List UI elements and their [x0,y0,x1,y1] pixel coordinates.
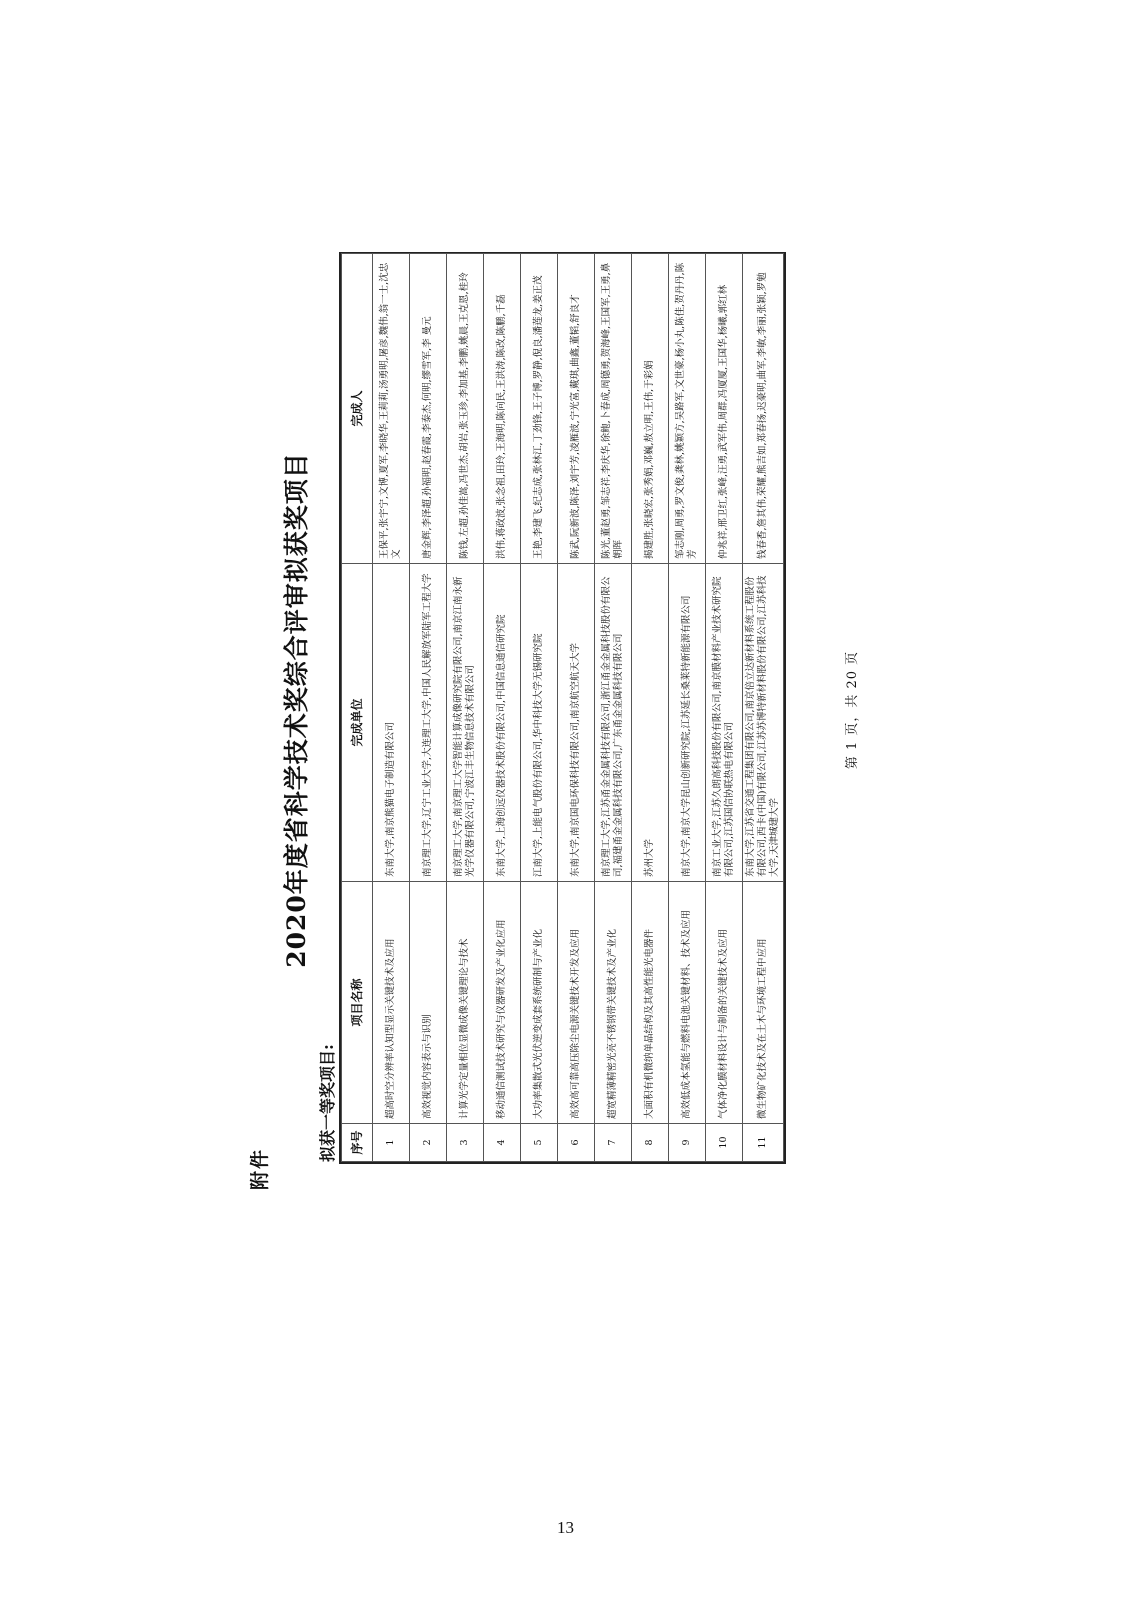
cell-people: 陈钱,左超,孙佳嵩,冯世杰,胡岩,张玉珍,李加基,李鹏,姚晨,王克恩,桂玲 [447,254,484,564]
cell-units: 南京大学,南京大学昆山创新研究院,江苏延长桑莱特新能源有限公司 [669,564,706,882]
cell-no: 2 [410,1124,447,1162]
cell-project-name: 超高时空分辨率认知型显示关键技术及应用 [373,882,410,1124]
cell-project-name: 高效视觉内容表示与识别 [410,882,447,1124]
table-row [669,254,706,1162]
cell-people: 仲兆祥,邢卫红,张峰,汪勇,武军伟,周群,冯厦厦,王国华,杨曦,郭红林 [706,254,743,564]
cell-units: 南京理工大学,南京理工大学智能计算成像研究院有限公司,南京江南永新光学仪器有限公司,宁波江丰生物信息技术有限公司 [447,564,484,882]
table-row [558,254,595,1162]
cell-units: 东南大学,南京熊猫电子制造有限公司 [373,564,410,882]
cell-project-name: 超宽精薄精密光亮不锈钢带关键技术及产业化 [595,882,632,1124]
table-row [484,254,521,1162]
cell-units: 东南大学,上海创远仪器技术股份有限公司,中国信息通信研究院 [484,564,521,882]
table-row [447,254,484,1162]
document-title: 2020年度省科学技术奖综合评审拟获奖项目 [282,452,311,968]
cell-units: 江南大学,上能电气股份有限公司,华中科技大学无锡研究院 [521,564,558,882]
table-row [595,254,632,1162]
table-header-row [342,254,373,1162]
page-number: 13 [557,1518,574,1537]
cell-no: 5 [521,1124,558,1162]
award-table [339,252,786,1164]
cell-people: 揭建胜,张晓宏,张秀娟,邓巍,敖立明,王伟,于彩娟 [632,254,669,564]
cell-people: 陈武,阮新波,陈泽,刘宇芳,凌雁波,宁光富,戴琪,曲鑫,董韬,舒良才 [558,254,595,564]
cell-project-name: 高效高可靠高压除尘电源关键技术开发及应用 [558,882,595,1124]
cell-units: 南京理工大学,江苏甬金金属科技有限公司,浙江甬金金属科技股份有限公司,福建甬金金属科技有限公司,广东甬金金属科技有限公司 [595,564,632,882]
header-people: 完成人 [342,254,373,564]
cell-no: 1 [373,1124,410,1162]
cell-project-name: 微生物矿化技术及在土木与环境工程中应用 [743,882,784,1124]
cell-no: 6 [558,1124,595,1162]
attachment-label: 附件 [249,1147,271,1190]
cell-no: 4 [484,1124,521,1162]
cell-project-name: 移动通信测试技术研究与仪器研发及产业化应用 [484,882,521,1124]
page-counter: 第 1 页，共 20 页 [845,650,860,770]
cell-people: 钱春香,詹其伟,荣耀,熊吉如,郑春扬,迟豪明,曲军,李敏,李丽,张颖,罗勉 [743,254,784,564]
cell-no: 8 [632,1124,669,1162]
cell-project-name: 高效低成本氢能与燃料电池关键材料、技术及应用 [669,882,706,1124]
cell-people: 王保平,张宇宁,文博,夏军,李晓华,王莉莉,汤勇明,屠彦,魏伟,翁一士,沈忠文 [373,254,410,564]
section-heading: 拟获一等奖项目: [318,1044,337,1162]
rotated-landscape-page [245,230,885,1190]
cell-project-name: 大功率集散式光伏逆变成套系统研制与产业化 [521,882,558,1124]
header-units: 完成单位 [342,564,373,882]
table-row [410,254,447,1162]
cell-project-name: 大面积有机微纳单晶结构及其高性能光电器件 [632,882,669,1124]
cell-no: 7 [595,1124,632,1162]
table-row [706,254,743,1162]
table-row [521,254,558,1162]
cell-project-name: 气体净化膜材料设计与制备的关键技术及应用 [706,882,743,1124]
cell-units: 南京工业大学,江苏久朗高科技股份有限公司,南京膜材料产业技术研究院有限公司,江苏国信协联热电有限公司 [706,564,743,882]
table-row [632,254,669,1162]
cell-people: 洪伟,蒋政波,张念祖,田玲,王海明,陈向民,王洪涛,陈改,陈鹏,千磊 [484,254,521,564]
cell-no: 11 [743,1124,784,1162]
cell-people: 陈光,董赵勇,邹志祥,李庆华,徐鲍,卜春成,周德勇,贺海峰,王国军,王勇,鼻朝晖 [595,254,632,564]
cell-project-name: 计算光学定量相位显微成像关键理论与技术 [447,882,484,1124]
header-no: 序号 [342,1124,373,1162]
cell-people: 王艳,李建飞,纪志成,张林江,丁劲锋,王子博,罗静,倪良,潘莲龙,姜正茂 [521,254,558,564]
cell-units: 东南大学,南京国电环保科技有限公司,南京航空航天大学 [558,564,595,882]
cell-units: 东南大学,江苏省交通工程集团有限公司,南京倍立达新材料系统工程股份有限公司,西卡(中国)有限公司,江苏苏博特新材料股份有限公司,江苏科技大学,天津城建大学 [743,564,784,882]
cell-units: 苏州大学 [632,564,669,882]
cell-people: 邹志刚,周勇,罗文俊,龚林,姚颖方,吴路军,文世豪,杨小丸,陈佳,贺丹丹,陈芳 [669,254,706,564]
cell-units: 南京理工大学,辽宁工业大学,大连理工大学,中国人民解放军陆军工程大学 [410,564,447,882]
cell-no: 10 [706,1124,743,1162]
table-row [743,254,784,1162]
header-project-name: 项目名称 [342,882,373,1124]
cell-no: 9 [669,1124,706,1162]
cell-no: 3 [447,1124,484,1162]
table-row [373,254,410,1162]
cell-people: 唐金辉,李泽超,孙福明,赵春霞,李泰杰,何明,缪雪军,李 曼元 [410,254,447,564]
